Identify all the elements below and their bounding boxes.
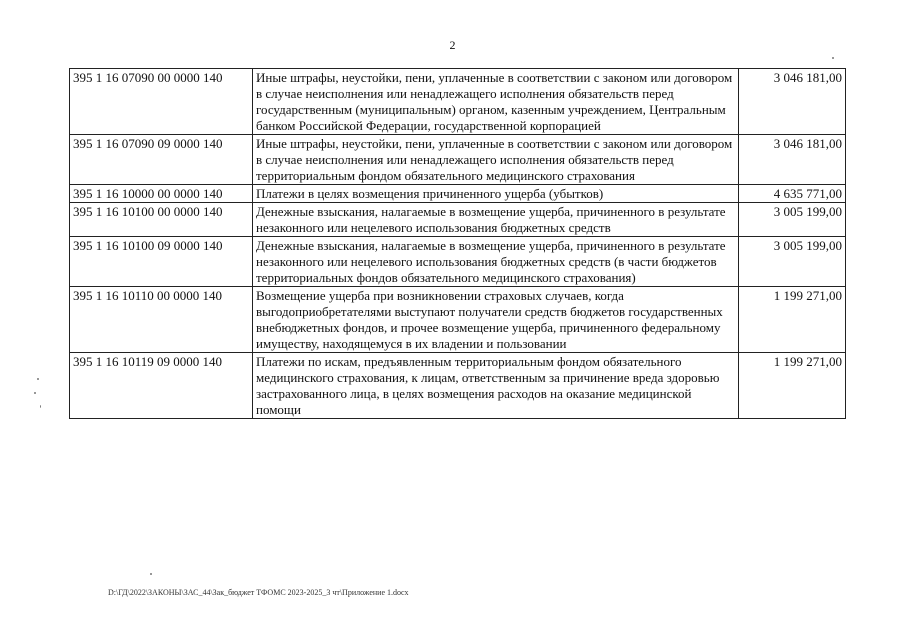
budget-code-cell: 395 1 16 10000 00 0000 140 — [70, 185, 253, 203]
file-path-footer: D:\ГД\2022\ЗАКОНЫ\ЗАС_44\Зак_бюджет ТФОМС 2023-2025_3 чт\Приложение 1.docx — [108, 588, 409, 597]
scan-speck — [37, 378, 39, 380]
budget-code-cell: 395 1 16 10119 09 0000 140 — [70, 353, 253, 419]
amount-cell: 3 046 181,00 — [739, 135, 846, 185]
revenue-name-cell: Иные штрафы, неустойки, пени, уплаченные в соответствии с законом или договором в случае неисполнения или ненадлежащего исполнения обязательств перед государственным (муниципальным) органом, казенным учреждением, Центральным банком Российской Федерации, государственной корпорацией — [253, 69, 739, 135]
revenue-name-cell: Иные штрафы, неустойки, пени, уплаченные в соответствии с законом или договором в случае неисполнения или ненадлежащего исполнения обязательств перед территориальным фондом обязательного медицинского страхования — [253, 135, 739, 185]
revenue-name-cell: Денежные взыскания, налагаемые в возмещение ущерба, причиненного в результате незаконного или нецелевого использования бюджетных средств — [253, 203, 739, 237]
scan-speck — [150, 573, 152, 575]
revenue-name-cell: Платежи в целях возмещения причиненного ущерба (убытков) — [253, 185, 739, 203]
table-row — [70, 237, 846, 287]
revenue-name-cell: Платежи по искам, предъявленным территориальным фондом обязательного медицинского страхования, к лицам, ответственным за причинение вреда здоровью застрахованного лица, в целях возмещения расходов на оказание медицинской помощи — [253, 353, 739, 419]
budget-code-cell: 395 1 16 07090 09 0000 140 — [70, 135, 253, 185]
scan-speck — [832, 57, 834, 59]
revenue-name-cell: Денежные взыскания, налагаемые в возмещение ущерба, причиненного в результате незаконного или нецелевого использования бюджетных средств (в части бюджетов территориальных фондов обязательного медицинского страхования) — [253, 237, 739, 287]
table-row — [70, 185, 846, 203]
table-row — [70, 135, 846, 185]
table-row — [70, 287, 846, 353]
amount-cell: 3 005 199,00 — [739, 237, 846, 287]
scan-speck — [34, 392, 36, 394]
amount-cell: 1 199 271,00 — [739, 353, 846, 419]
table-row — [70, 203, 846, 237]
amount-cell: 4 635 771,00 — [739, 185, 846, 203]
revenue-name-cell: Возмещение ущерба при возникновении страховых случаев, когда выгодоприобретателями выступают получатели средств бюджетов государственных внебюджетных фондов, и прочее возмещение ущерба, причиненного федеральному имуществу, находящемуся в их владении и пользовании — [253, 287, 739, 353]
amount-cell: 1 199 271,00 — [739, 287, 846, 353]
budget-code-cell: 395 1 16 10100 00 0000 140 — [70, 203, 253, 237]
budget-code-cell: 395 1 16 10100 09 0000 140 — [70, 237, 253, 287]
budget-code-cell: 395 1 16 07090 00 0000 140 — [70, 69, 253, 135]
table-row — [70, 353, 846, 419]
budget-code-cell: 395 1 16 10110 00 0000 140 — [70, 287, 253, 353]
amount-cell: 3 046 181,00 — [739, 69, 846, 135]
scan-speck — [40, 405, 41, 408]
table-row — [70, 69, 846, 135]
page-number: 2 — [449, 38, 456, 52]
amount-cell: 3 005 199,00 — [739, 203, 846, 237]
budget-revenue-table — [69, 68, 846, 419]
